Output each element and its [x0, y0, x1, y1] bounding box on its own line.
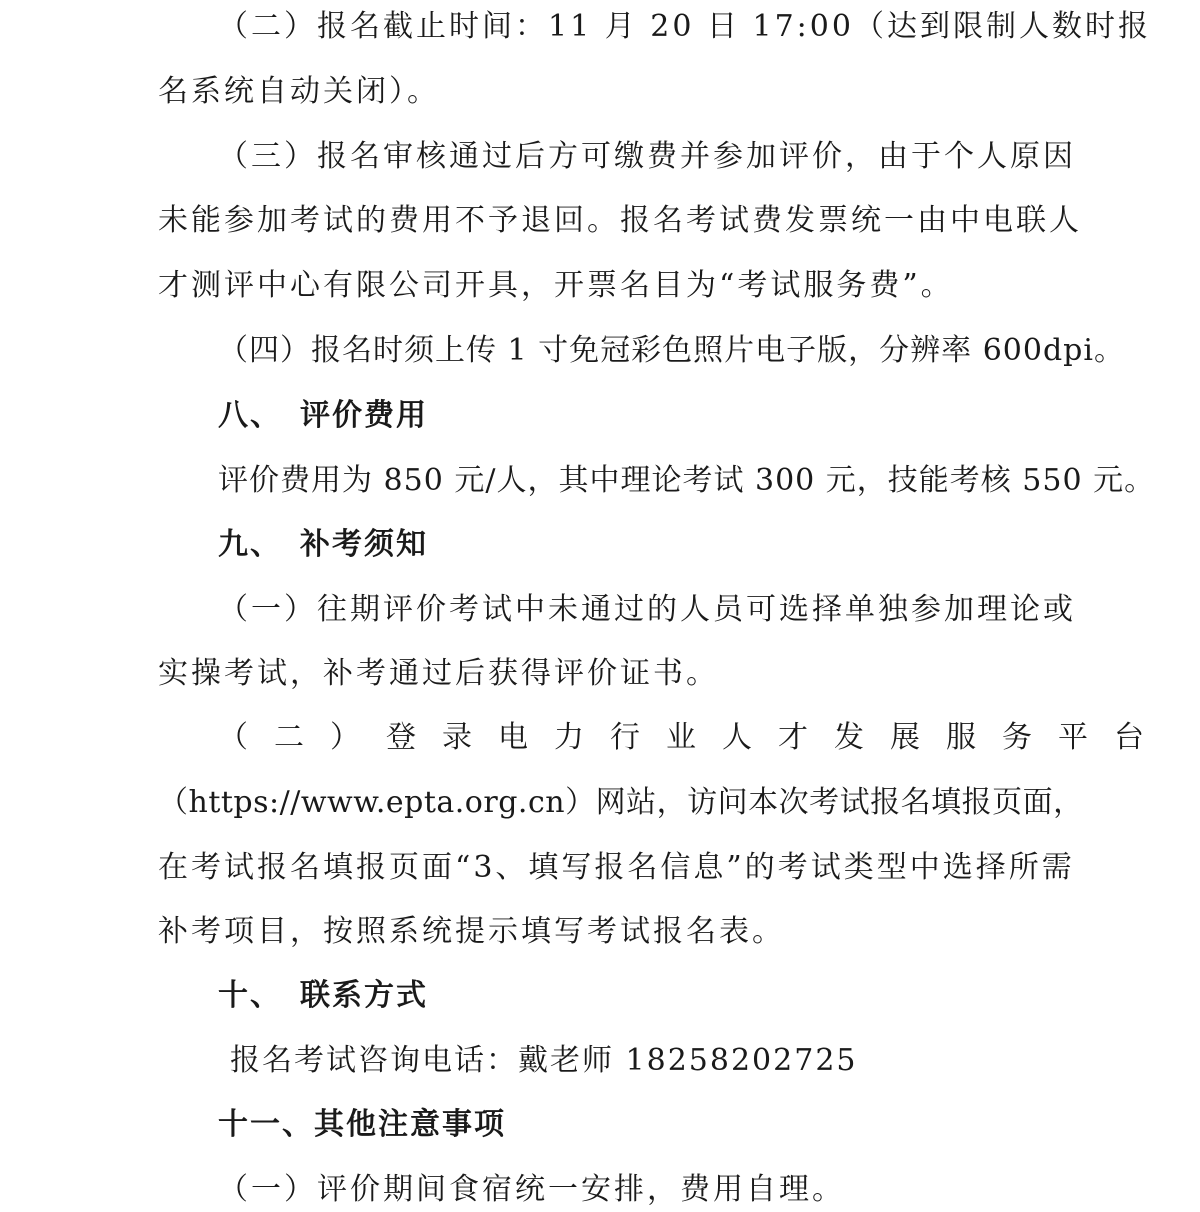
- section-8-title: 评价费用: [300, 398, 428, 433]
- registration-deadline-line-1: （二）报名截止时间：11 月 20 日 17:00（达到限制人数时报: [218, 9, 1151, 44]
- section-9-number: 九、: [218, 527, 282, 562]
- photo-requirement-line: （四）报名时须上传 1 寸免冠彩色照片电子版，分辨率 600dpi。: [218, 333, 1125, 368]
- accommodation-line: （一）评价期间食宿统一安排，费用自理。: [218, 1172, 845, 1207]
- section-10-heading: [218, 976, 428, 1016]
- platform-instruction-line-1: 在考试报名填报页面“3、填写报名信息”的考试类型中选择所需: [158, 850, 1075, 885]
- section-9-heading: [218, 525, 428, 565]
- section-9-title: 补考须知: [300, 527, 428, 562]
- section-11-heading: 十一、其他注意事项: [218, 1107, 506, 1142]
- evaluation-fee-line: 评价费用为 850 元/人，其中理论考试 300 元，技能考核 550 元。: [218, 463, 1156, 498]
- platform-instruction-line-2: 补考项目，按照系统提示填写考试报名表。: [158, 914, 785, 949]
- fee-policy-line-1: （三）报名审核通过后方可缴费并参加评价，由于个人原因: [218, 139, 1076, 174]
- registration-deadline-line-2: 名系统自动关闭）。: [158, 74, 440, 109]
- platform-url-line: （https://www.epta.org.cn）网站，访问本次考试报名填报页面，: [158, 785, 1084, 820]
- section-10-title: 联系方式: [300, 978, 428, 1013]
- fee-policy-line-3: 才测评中心有限公司开具，开票名目为“考试服务费”。: [158, 268, 954, 303]
- makeup-exam-line-2: 实操考试，补考通过后获得评价证书。: [158, 656, 719, 691]
- fee-policy-line-2: 未能参加考试的费用不予退回。报名考试费发票统一由中电联人: [158, 203, 1082, 238]
- section-8-number: 八、: [218, 398, 282, 433]
- section-8-heading: [218, 396, 428, 436]
- section-10-number: 十、: [218, 978, 282, 1013]
- contact-phone-line: 报名考试咨询电话：戴老师 18258202725: [230, 1043, 858, 1078]
- makeup-exam-line-1: （一）往期评价考试中未通过的人员可选择单独参加理论或: [218, 592, 1076, 627]
- platform-login-line-1: （二）登录电力行业人才发展服务平台: [218, 720, 1170, 755]
